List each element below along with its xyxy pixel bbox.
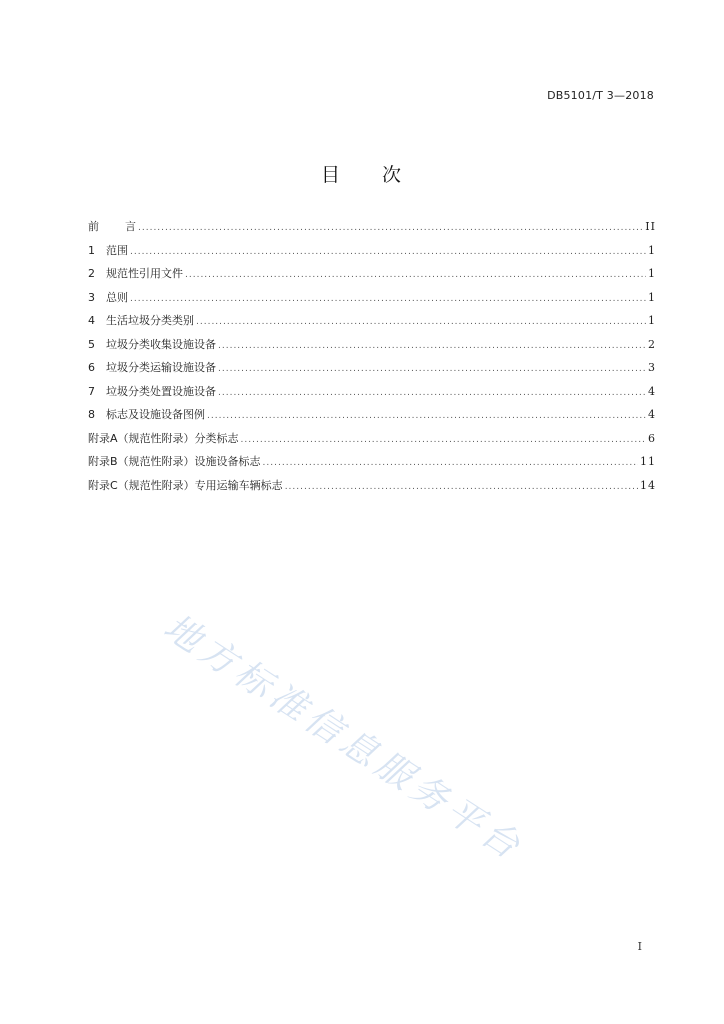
toc-entry-foreword[interactable] <box>88 218 656 242</box>
toc-entry-page: 2 <box>648 337 656 351</box>
toc-entry-page: 4 <box>648 384 656 398</box>
toc-leader-dots <box>218 341 646 351</box>
toc-entry[interactable] <box>88 265 656 289</box>
toc-entry[interactable] <box>88 359 656 383</box>
toc-entry-label: 生活垃圾分类类别 <box>106 314 194 327</box>
toc-entry-page: 1 <box>648 290 656 304</box>
toc-entry-label: 垃圾分类处置设施设备 <box>106 384 216 398</box>
toc-entry-number: 2 <box>88 267 95 280</box>
toc-entry-number: 4 <box>88 314 95 327</box>
document-code: DB5101/T 3—2018 <box>547 89 654 102</box>
toc-entry-label: 前 言 <box>88 220 136 233</box>
toc-leader-dots <box>285 482 638 492</box>
toc-entry-label: 范围 <box>106 243 128 257</box>
toc-entry[interactable] <box>88 383 656 407</box>
toc-leader-dots <box>130 294 646 304</box>
toc-entry-number: 8 <box>88 408 95 421</box>
table-of-contents <box>88 218 656 500</box>
toc-leader-dots <box>207 411 646 421</box>
toc-entry-appendix[interactable] <box>88 477 656 501</box>
toc-entry-label: 总则 <box>106 290 128 304</box>
toc-entry-label: 附录B（规范性附录）设施设备标志 <box>88 455 261 468</box>
toc-entry[interactable] <box>88 242 656 266</box>
toc-entry[interactable] <box>88 312 656 336</box>
toc-entry-page: 4 <box>648 408 656 421</box>
watermark: 地方标准信息服务平台 <box>156 606 531 870</box>
toc-entry-label: 标志及设施设备图例 <box>106 408 205 421</box>
toc-entry-appendix[interactable] <box>88 453 656 477</box>
toc-entry-page: 11 <box>640 455 656 468</box>
toc-entry-page: II <box>645 220 656 233</box>
title-part-2: 次 <box>382 164 404 186</box>
toc-entry-number: 6 <box>88 361 95 374</box>
toc-leader-dots <box>138 223 643 233</box>
toc-leader-dots <box>218 364 646 374</box>
toc-entry-page: 6 <box>648 431 656 445</box>
toc-entry-page: 14 <box>640 478 656 492</box>
toc-entry-number: 1 <box>88 243 95 257</box>
toc-entry-label: 附录A（规范性附录）分类标志 <box>88 431 239 445</box>
toc-entry-page: 1 <box>648 267 656 280</box>
toc-entry-label: 垃圾分类收集设施设备 <box>106 337 216 351</box>
toc-entry-number: 5 <box>88 337 95 351</box>
toc-entry-label: 垃圾分类运输设施设备 <box>106 361 216 374</box>
title-part-1: 目 <box>320 164 342 186</box>
toc-entry-label: 附录C（规范性附录）专用运输车辆标志 <box>88 478 283 492</box>
toc-leader-dots <box>130 247 646 257</box>
toc-entry[interactable] <box>88 289 656 313</box>
toc-leader-dots <box>185 270 646 280</box>
toc-leader-dots <box>218 388 646 398</box>
page-number: I <box>637 940 642 953</box>
toc-entry[interactable] <box>88 336 656 360</box>
toc-leader-dots <box>263 458 638 468</box>
toc-leader-dots <box>196 317 646 327</box>
toc-entry-page: 1 <box>648 243 656 257</box>
page-title <box>0 160 724 187</box>
toc-entry-page: 1 <box>648 314 656 327</box>
toc-leader-dots <box>241 435 646 445</box>
toc-entry-page: 3 <box>648 361 656 374</box>
toc-entry-number: 3 <box>88 290 95 304</box>
toc-entry-label: 规范性引用文件 <box>106 267 183 280</box>
toc-entry[interactable] <box>88 406 656 430</box>
toc-entry-number: 7 <box>88 384 95 398</box>
toc-entry-appendix[interactable] <box>88 430 656 454</box>
